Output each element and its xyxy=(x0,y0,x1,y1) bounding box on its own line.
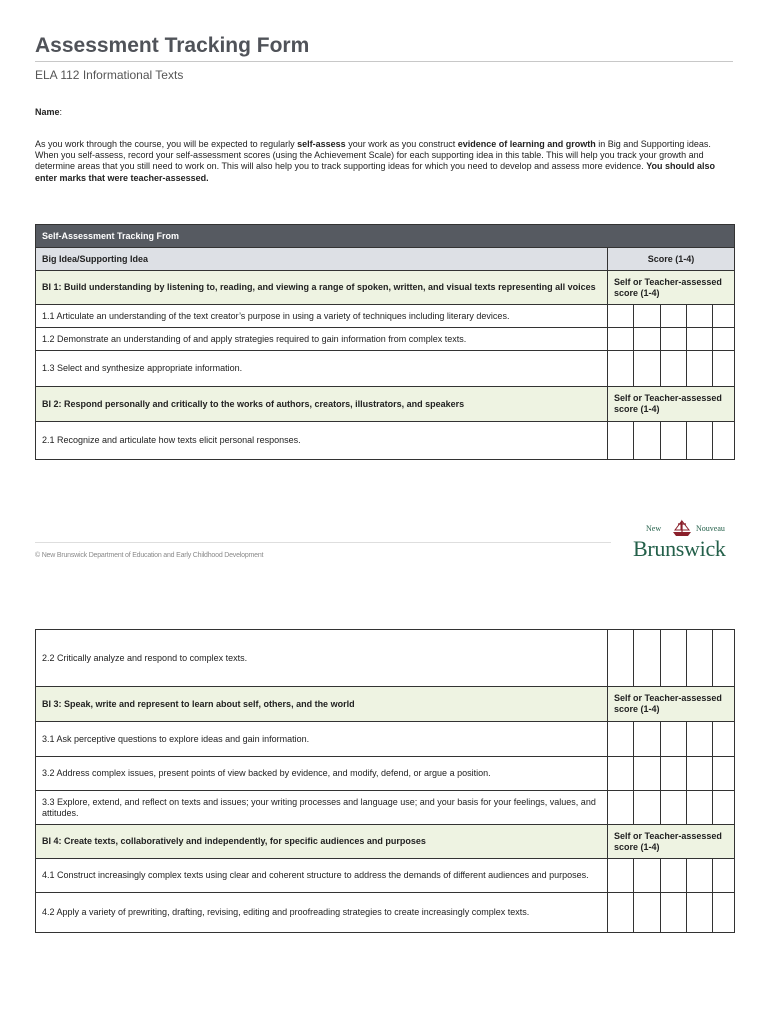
tracking-table-part-2 xyxy=(35,629,735,933)
table-row xyxy=(36,791,735,825)
score-cell[interactable] xyxy=(687,893,713,933)
score-cell[interactable] xyxy=(608,722,634,757)
score-cell[interactable] xyxy=(634,630,661,687)
table-row xyxy=(36,893,735,933)
score-cell[interactable] xyxy=(713,893,735,933)
name-field-label xyxy=(35,107,62,117)
score-cell[interactable] xyxy=(661,305,687,328)
score-cell[interactable] xyxy=(687,791,713,825)
score-cell[interactable] xyxy=(608,351,634,387)
score-cell[interactable] xyxy=(608,328,634,351)
score-cell[interactable] xyxy=(608,630,634,687)
page-title: Assessment Tracking Form xyxy=(35,34,310,57)
big-idea-row xyxy=(36,271,735,305)
big-idea-3: BI 3: Speak, write and represent to learn about self, others, and the world xyxy=(36,687,608,722)
intro-bold-2: evidence of learning and growth xyxy=(457,139,596,149)
score-cell[interactable] xyxy=(634,722,661,757)
column-header-score: Score (1-4) xyxy=(608,248,735,271)
table-header-title: Self-Assessment Tracking From xyxy=(36,225,735,248)
supporting-idea-4-2: 4.2 Apply a variety of prewriting, drafting, revising, editing and proofreading strategies to create increasingly complex texts. xyxy=(36,893,608,933)
supporting-idea-1-1: 1.1 Articulate an understanding of the text creator’s purpose in using a variety of techniques including literary devices. xyxy=(36,305,608,328)
intro-text-1: As you work through the course, you will be expected to regularly xyxy=(35,139,298,149)
score-cell[interactable] xyxy=(661,791,687,825)
score-cell[interactable] xyxy=(713,859,735,893)
score-cell[interactable] xyxy=(634,893,661,933)
big-idea-1: BI 1: Build understanding by listening to, reading, and viewing a range of spoken, written, and visual texts representing all voices xyxy=(36,271,608,305)
intro-bold-1: self-assess xyxy=(297,139,346,149)
table-row xyxy=(36,630,735,687)
footer-divider xyxy=(35,542,611,543)
ship-icon xyxy=(670,519,694,537)
score-cell[interactable] xyxy=(713,328,735,351)
score-cell[interactable] xyxy=(713,757,735,791)
score-cell[interactable] xyxy=(687,328,713,351)
score-cell[interactable] xyxy=(661,859,687,893)
score-cell[interactable] xyxy=(687,630,713,687)
supporting-idea-1-3: 1.3 Select and synthesize appropriate information. xyxy=(36,351,608,387)
column-header-idea: Big Idea/Supporting Idea xyxy=(36,248,608,271)
supporting-idea-4-1: 4.1 Construct increasingly complex texts using clear and coherent structure to address the demands of different audiences and purposes. xyxy=(36,859,608,893)
big-idea-2: BI 2: Respond personally and critically to the works of authors, creators, illustrators, and speakers xyxy=(36,387,608,422)
score-cell[interactable] xyxy=(608,893,634,933)
score-cell[interactable] xyxy=(661,328,687,351)
table-row xyxy=(36,422,735,460)
big-idea-row xyxy=(36,825,735,859)
intro-bold-3: You should also enter marks that were teacher-assessed. xyxy=(35,161,716,183)
supporting-idea-2-1: 2.1 Recognize and articulate how texts elicit personal responses. xyxy=(36,422,608,460)
table-header-row xyxy=(36,225,735,248)
logo-brunswick-text: Brunswick xyxy=(633,536,726,561)
table-row xyxy=(36,859,735,893)
score-type-label: Self or Teacher-assessed score (1-4) xyxy=(608,825,735,859)
big-idea-4: BI 4: Create texts, collaboratively and independently, for specific audiences and purposes xyxy=(36,825,608,859)
score-type-label: Self or Teacher-assessed score (1-4) xyxy=(608,271,735,305)
score-cell[interactable] xyxy=(608,757,634,791)
score-cell[interactable] xyxy=(661,630,687,687)
name-label-colon: : xyxy=(59,107,63,117)
big-idea-row xyxy=(36,687,735,722)
supporting-idea-1-2: 1.2 Demonstrate an understanding of and apply strategies required to gain information from complex texts. xyxy=(36,328,608,351)
score-cell[interactable] xyxy=(608,791,634,825)
table-row xyxy=(36,757,735,791)
score-cell[interactable] xyxy=(713,305,735,328)
intro-text-2: your work as you construct xyxy=(345,139,458,149)
supporting-idea-2-2: 2.2 Critically analyze and respond to complex texts. xyxy=(36,630,608,687)
score-cell[interactable] xyxy=(608,305,634,328)
logo-new-text: New xyxy=(646,524,662,533)
score-cell[interactable] xyxy=(661,893,687,933)
score-cell[interactable] xyxy=(713,351,735,387)
intro-paragraph xyxy=(35,139,733,184)
score-cell[interactable] xyxy=(687,351,713,387)
supporting-idea-3-2: 3.2 Address complex issues, present points of view backed by evidence, and modify, defend, or argue a position. xyxy=(36,757,608,791)
table-row xyxy=(36,722,735,757)
score-cell[interactable] xyxy=(687,422,713,460)
score-cell[interactable] xyxy=(687,305,713,328)
score-cell[interactable] xyxy=(634,757,661,791)
score-cell[interactable] xyxy=(634,791,661,825)
title-divider xyxy=(35,61,733,62)
score-cell[interactable] xyxy=(634,305,661,328)
score-cell[interactable] xyxy=(661,722,687,757)
score-cell[interactable] xyxy=(687,757,713,791)
score-cell[interactable] xyxy=(634,859,661,893)
score-type-label: Self or Teacher-assessed score (1-4) xyxy=(608,687,735,722)
intro-text-3: in Big and Supporting ideas. When you self-assess, record your self-assessment scores (using the Achievement Scale) for each supporting idea in this table. This will help you track your growth and determine areas that you still need to work on. This will also help you to track supporting ideas for which you need to develop and assess more evidence. xyxy=(35,139,711,172)
table-row xyxy=(36,351,735,387)
name-label-text: Name xyxy=(35,107,60,117)
score-cell[interactable] xyxy=(661,351,687,387)
supporting-idea-3-3: 3.3 Explore, extend, and reflect on texts and issues; your writing processes and language use; and your basis for your feelings, values, and attitudes. xyxy=(36,791,608,825)
score-cell[interactable] xyxy=(634,351,661,387)
score-cell[interactable] xyxy=(713,791,735,825)
page-subtitle: ELA 112 Informational Texts xyxy=(35,68,184,82)
new-brunswick-logo xyxy=(630,519,738,561)
score-cell[interactable] xyxy=(713,630,735,687)
supporting-idea-3-1: 3.1 Ask perceptive questions to explore ideas and gain information. xyxy=(36,722,608,757)
table-row xyxy=(36,305,735,328)
logo-nouveau-text: Nouveau xyxy=(696,524,725,533)
score-cell[interactable] xyxy=(687,859,713,893)
tracking-table-part-1 xyxy=(35,224,735,460)
score-cell[interactable] xyxy=(608,859,634,893)
footer-copyright: © New Brunswick Department of Education and Early Childhood Development xyxy=(35,552,264,559)
score-cell[interactable] xyxy=(713,422,735,460)
score-cell[interactable] xyxy=(713,722,735,757)
score-cell[interactable] xyxy=(634,328,661,351)
big-idea-row xyxy=(36,387,735,422)
score-cell[interactable] xyxy=(608,422,634,460)
score-type-label: Self or Teacher-assessed score (1-4) xyxy=(608,387,735,422)
score-cell[interactable] xyxy=(661,422,687,460)
score-cell[interactable] xyxy=(661,757,687,791)
table-row xyxy=(36,328,735,351)
column-header-row xyxy=(36,248,735,271)
score-cell[interactable] xyxy=(687,722,713,757)
score-cell[interactable] xyxy=(634,422,661,460)
